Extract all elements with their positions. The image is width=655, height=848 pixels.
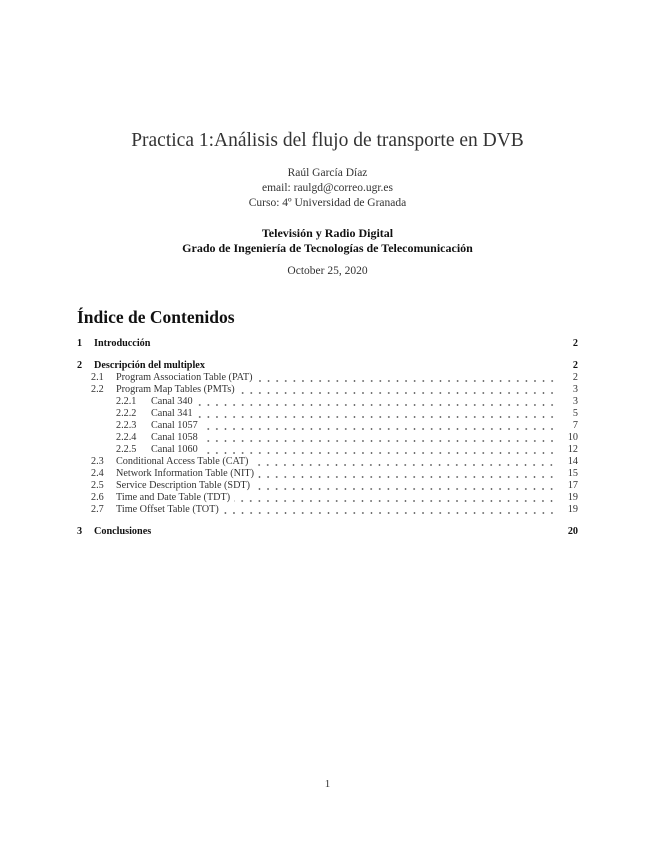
toc-page: 3 xyxy=(572,384,578,395)
toc-number: 2.2.2 xyxy=(116,408,137,419)
toc-entry[interactable] xyxy=(77,360,578,372)
page-number: 1 xyxy=(324,778,331,790)
toc-page: 5 xyxy=(572,408,578,419)
toc-label: Network Information Table (NIT) xyxy=(116,468,254,479)
dot-leader xyxy=(197,397,556,407)
author-name: Raúl García Díaz xyxy=(287,167,368,179)
toc-number: 2.2.4 xyxy=(116,432,137,443)
toc-number: 2.2 xyxy=(91,384,104,395)
toc-number: 2.5 xyxy=(91,480,104,491)
toc-label: Conclusiones xyxy=(94,526,152,537)
toc-label: Program Map Tables (PMTs) xyxy=(116,384,235,395)
toc-entry[interactable] xyxy=(77,420,578,432)
toc-page: 17 xyxy=(567,480,578,491)
toc-number: 2.2.3 xyxy=(116,420,137,431)
toc-page: 3 xyxy=(572,396,578,407)
toc-page: 19 xyxy=(567,492,578,503)
toc-label: Time and Date Table (TDT) xyxy=(116,492,231,503)
toc-number: 2.4 xyxy=(91,468,104,479)
dot-leader xyxy=(223,505,556,515)
toc-entry[interactable] xyxy=(77,468,578,480)
dot-leader xyxy=(254,481,556,491)
toc-entry[interactable] xyxy=(77,432,578,444)
document-date: October 25, 2020 xyxy=(287,265,368,277)
dot-leader xyxy=(202,433,556,443)
toc-page: 10 xyxy=(567,432,578,443)
toc-entry[interactable] xyxy=(77,384,578,396)
toc-number: 2 xyxy=(77,360,83,371)
toc-page: 7 xyxy=(572,420,578,431)
toc-entry[interactable] xyxy=(77,408,578,420)
dot-leader xyxy=(202,445,556,455)
dot-leader xyxy=(258,469,556,479)
toc-entry[interactable] xyxy=(77,338,578,350)
toc-number: 1 xyxy=(77,338,83,349)
dot-leader xyxy=(234,493,556,503)
dot-leader xyxy=(252,457,556,467)
toc-page: 15 xyxy=(567,468,578,479)
toc-page: 12 xyxy=(567,444,578,455)
toc-entry[interactable] xyxy=(77,480,578,492)
toc-label: Introducción xyxy=(94,338,151,349)
document-title: Practica 1:Análisis del flujo de transporte en DVB xyxy=(131,130,524,151)
toc-label: Canal 341 xyxy=(151,408,193,419)
toc-number: 3 xyxy=(77,526,83,537)
toc-page: 2 xyxy=(572,338,578,349)
toc-entry[interactable] xyxy=(77,504,578,516)
dot-leader xyxy=(257,373,556,383)
toc-number: 2.3 xyxy=(91,456,104,467)
toc-label: Conditional Access Table (CAT) xyxy=(116,456,249,467)
toc-entry[interactable] xyxy=(77,526,578,538)
toc-label: Time Offset Table (TOT) xyxy=(116,504,219,515)
toc-label: Service Description Table (SDT) xyxy=(116,480,251,491)
toc-number: 2.2.1 xyxy=(116,396,137,407)
toc-label: Descripción del multiplex xyxy=(94,360,205,371)
toc-number: 2.6 xyxy=(91,492,104,503)
toc-number: 2.7 xyxy=(91,504,104,515)
dot-leader xyxy=(202,421,556,431)
toc-label: Canal 1057 xyxy=(151,420,198,431)
toc-entry[interactable] xyxy=(77,492,578,504)
author-email: email: raulgd@correo.ugr.es xyxy=(262,182,393,194)
toc-number: 2.1 xyxy=(91,372,104,383)
toc-entry[interactable] xyxy=(77,444,578,456)
toc-page: 14 xyxy=(567,456,578,467)
degree-name: Grado de Ingeniería de Tecnologías de Telecomunicación xyxy=(182,241,473,255)
dot-leader xyxy=(239,385,556,395)
dot-leader xyxy=(197,409,556,419)
toc-page: 20 xyxy=(567,526,578,537)
toc-label: Canal 1060 xyxy=(151,444,198,455)
toc-label: Canal 340 xyxy=(151,396,193,407)
course-info: Curso: 4º Universidad de Granada xyxy=(248,197,407,209)
toc-entry[interactable] xyxy=(77,372,578,384)
toc-entry[interactable] xyxy=(77,396,578,408)
toc-page: 19 xyxy=(567,504,578,515)
subject-name: Televisión y Radio Digital xyxy=(261,226,394,240)
toc-number: 2.2.5 xyxy=(116,444,137,455)
toc-label: Canal 1058 xyxy=(151,432,198,443)
toc-page: 2 xyxy=(572,360,578,371)
toc-entry[interactable] xyxy=(77,456,578,468)
toc-label: Program Association Table (PAT) xyxy=(116,372,253,383)
toc-page: 2 xyxy=(572,372,578,383)
toc-heading: Índice de Contenidos xyxy=(77,307,235,327)
